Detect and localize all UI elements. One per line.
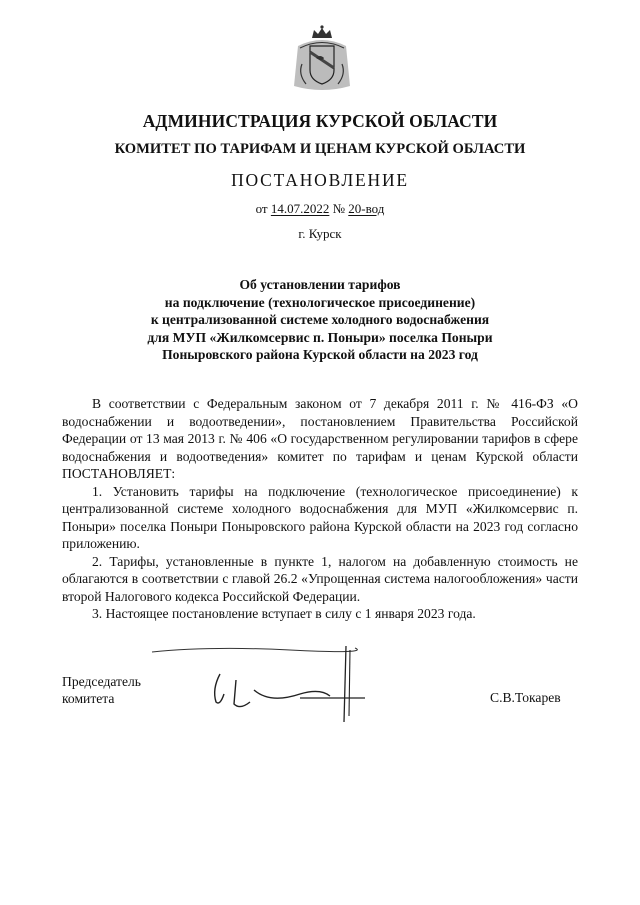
administration-title: АДМИНИСТРАЦИЯ КУРСКОЙ ОБЛАСТИ [142,111,498,131]
document-date-number [0,201,640,217]
document-body [62,395,578,623]
body-paragraph: В соответствии с Федеральным законом от 7 декабря 2011 г. № 416-ФЗ «О водоснабжении и водоотведении», постановлением Правительства Российской Федерации от 13 мая 2013 г. № 406 «О государственном регулировании тарифов в сфере водоснабжения и водоотведения» комитет по тарифам и ценам Курской области ПОСТАНОВЛЯЕТ: [62,396,578,481]
coat-of-arms-icon [292,24,352,94]
document-date: 14.07.2022 [270,201,330,216]
document-number: 20-вод [348,201,385,216]
position-line: комитета [62,691,115,706]
title-line: для МУП «Жилкомсервис п. Поныри» поселка Поныри [147,329,493,345]
signatory-position [62,673,141,707]
title-line: на подключение (технологическое присоединение) [164,294,476,310]
position-line: Председатель [62,674,141,689]
number-prefix: № [329,201,349,216]
body-paragraph: 2. Тарифы, установленные в пункте 1, налогом на добавленную стоимость не облагаются в соответствии с главой 26.2 «Упрощенная система налогообложения» части второй Налогового кодекса Российской Федерации. [62,553,578,604]
title-line: Поныровского района Курской области на 2023 год [162,347,478,362]
committee-title: КОМИТЕТ ПО ТАРИФАМ И ЦЕНАМ КУРСКОЙ ОБЛАСТИ [114,141,526,157]
document-type: ПОСТАНОВЛЕНИЕ [231,170,409,190]
signatory-name: С.В.Токарев [490,690,561,705]
title-line: Об установлении тарифов [239,277,401,292]
title-line: к централизованной системе холодного водоснабжения [150,312,490,327]
date-prefix: от [255,201,271,216]
handwritten-signature [150,644,375,724]
document-title [0,276,640,364]
document-city: г. Курск [298,226,342,241]
body-paragraph: 1. Установить тарифы на подключение (технологическое присоединение) к централизованной системе холодного водоснабжения для МУП «Жилкомсервис п. Поныри» поселка Поныри Поныровского района Курской области на 2023 год согласно приложению. [62,483,578,551]
body-paragraph: 3. Настоящее постановление вступает в силу с 1 января 2023 года. [92,606,476,621]
